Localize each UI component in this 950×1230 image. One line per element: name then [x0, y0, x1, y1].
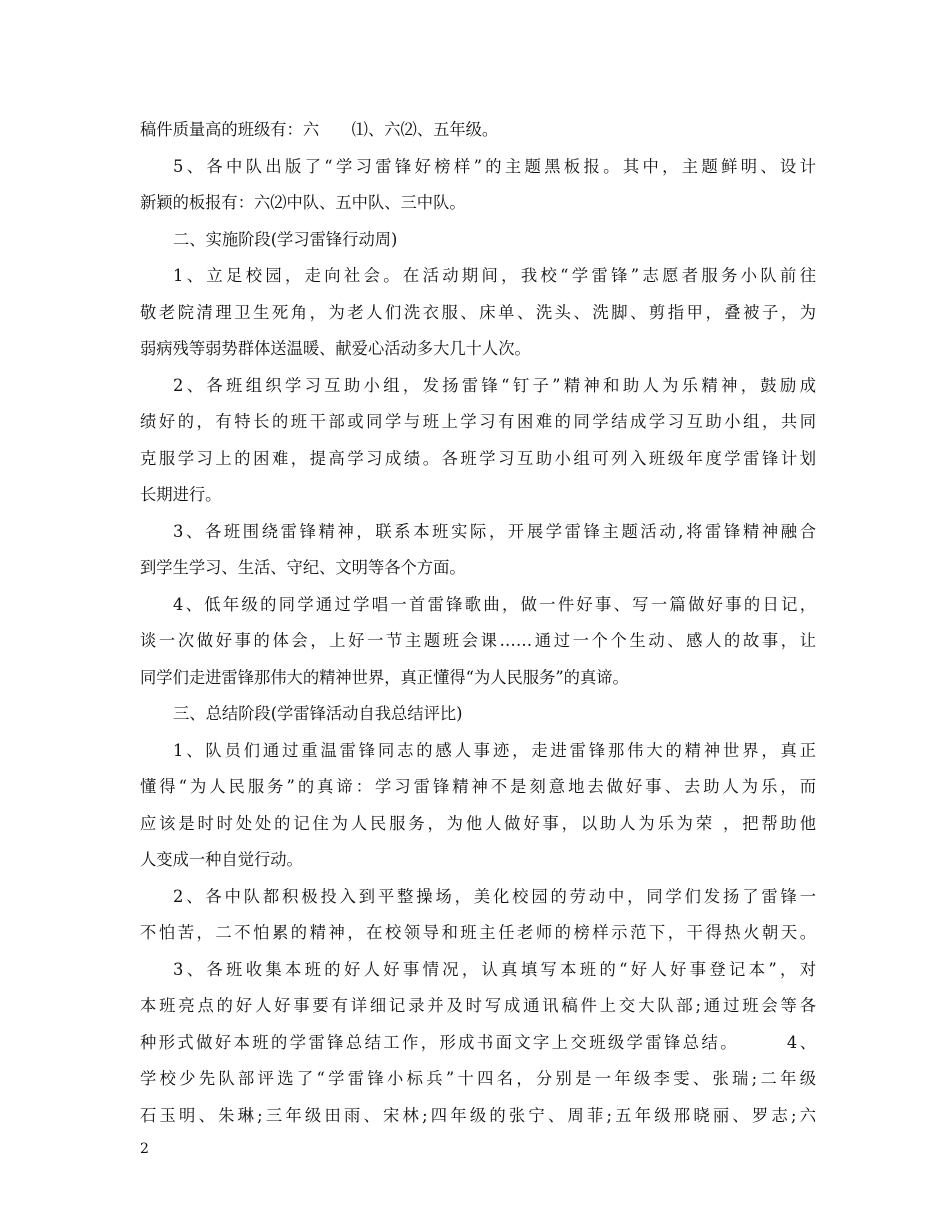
- text-line: 不怕苦，二不怕累的精神，在校领导和班主任老师的榜样示范下，干得热火朝天。: [140, 923, 816, 942]
- text-line: 1、立足校园，走向社会。在活动期间，我校“学雷锋”志愿者服务小队前往: [173, 266, 816, 285]
- text-line: 克服学习上的困难，提高学习成绩。各班学习互助小组可列入班级年度学雷锋计划: [140, 448, 816, 468]
- text-line: 弱病残等弱势群体送温暖、献爱心活动多大几十人次。: [140, 339, 531, 358]
- text-line: 应该是时时处处的记住为人民服务，为他人做好事，以助人为乐为荣 ，把帮助他: [140, 813, 816, 833]
- text-line: 绩好的，有特长的班干部或同学与班上学习有困难的同学结成学习互助小组，共同: [140, 412, 816, 431]
- text-line: 石玉明、朱琳;三年级田雨、宋林;四年级的张宁、周菲;五年级邢晓丽、罗志;六: [140, 1105, 816, 1125]
- text-line: 学校少先队部评选了“学雷锋小标兵”十四名，分别是一年级李雯、张瑞;二年级: [140, 1069, 816, 1088]
- text-line: 2、各中队都积极投入到平整操场，美化校园的劳动中，同学们发扬了雷锋一: [173, 886, 816, 906]
- text-line: 人变成一种自觉行动。: [140, 850, 303, 869]
- text-line: 谈一次做好事的体会，上好一节主题班会课……通过一个个生动、感人的故事，让: [140, 631, 816, 650]
- text-line: 新颖的板报有：六⑵中队、五中队、三中队。: [140, 193, 466, 212]
- text-line: 本班亮点的好人好事要有详细记录并及时写成通讯稿件上交大队部;通过班会等各: [140, 996, 816, 1015]
- text-line: 敬老院清理卫生死角，为老人们洗衣服、床单、洗头、洗脚、剪指甲，叠被子，为: [140, 302, 816, 322]
- text-line: 5、各中队出版了“学习雷锋好榜样”的主题黑板报。其中，主题鲜明、设计: [173, 156, 816, 176]
- text-line: 1、队员们通过重温雷锋同志的感人事迹，走进雷锋那伟大的精神世界，真正: [173, 740, 816, 760]
- text-line: 3、各班围绕雷锋精神，联系本班实际，开展学雷锋主题活动,将雷锋精神融合: [173, 521, 816, 541]
- section-heading: 二、实施阶段(学习雷锋行动周): [173, 229, 398, 249]
- text-line: 同学们走进雷锋那伟大的精神世界，真正懂得“为人民服务”的真谛。: [140, 667, 629, 687]
- section-heading: 三、总结阶段(学雷锋活动自我总结评比): [173, 704, 463, 723]
- text-line: 4、低年级的同学通过学唱一首雷锋歌曲，做一件好事、写一篇做好事的日记，: [173, 594, 816, 614]
- document-body: [140, 112, 816, 1134]
- text-line: 长期进行。: [140, 485, 222, 504]
- text-line: 种形式做好本班的学雷锋总结工作，形成书面文字上交班级学雷锋总结。 4、: [140, 1032, 816, 1052]
- text-line: 到学生学习、生活、守纪、文明等各个方面。: [140, 558, 466, 577]
- text-line: 稿件质量高的班级有：六 ⑴、六⑵、五年级。: [140, 120, 499, 139]
- page-number: 2: [140, 1141, 149, 1157]
- text-line: 懂得“为人民服务”的真谛：学习雷锋精神不是刻意地去做好事、去助人为乐，而: [140, 777, 816, 796]
- text-line: 3、各班收集本班的好人好事情况，认真填写本班的“好人好事登记本”，对: [173, 959, 816, 979]
- text-line: 2、各班组织学习互助小组，发扬雷锋“钉子”精神和助人为乐精神，鼓励成: [173, 375, 816, 395]
